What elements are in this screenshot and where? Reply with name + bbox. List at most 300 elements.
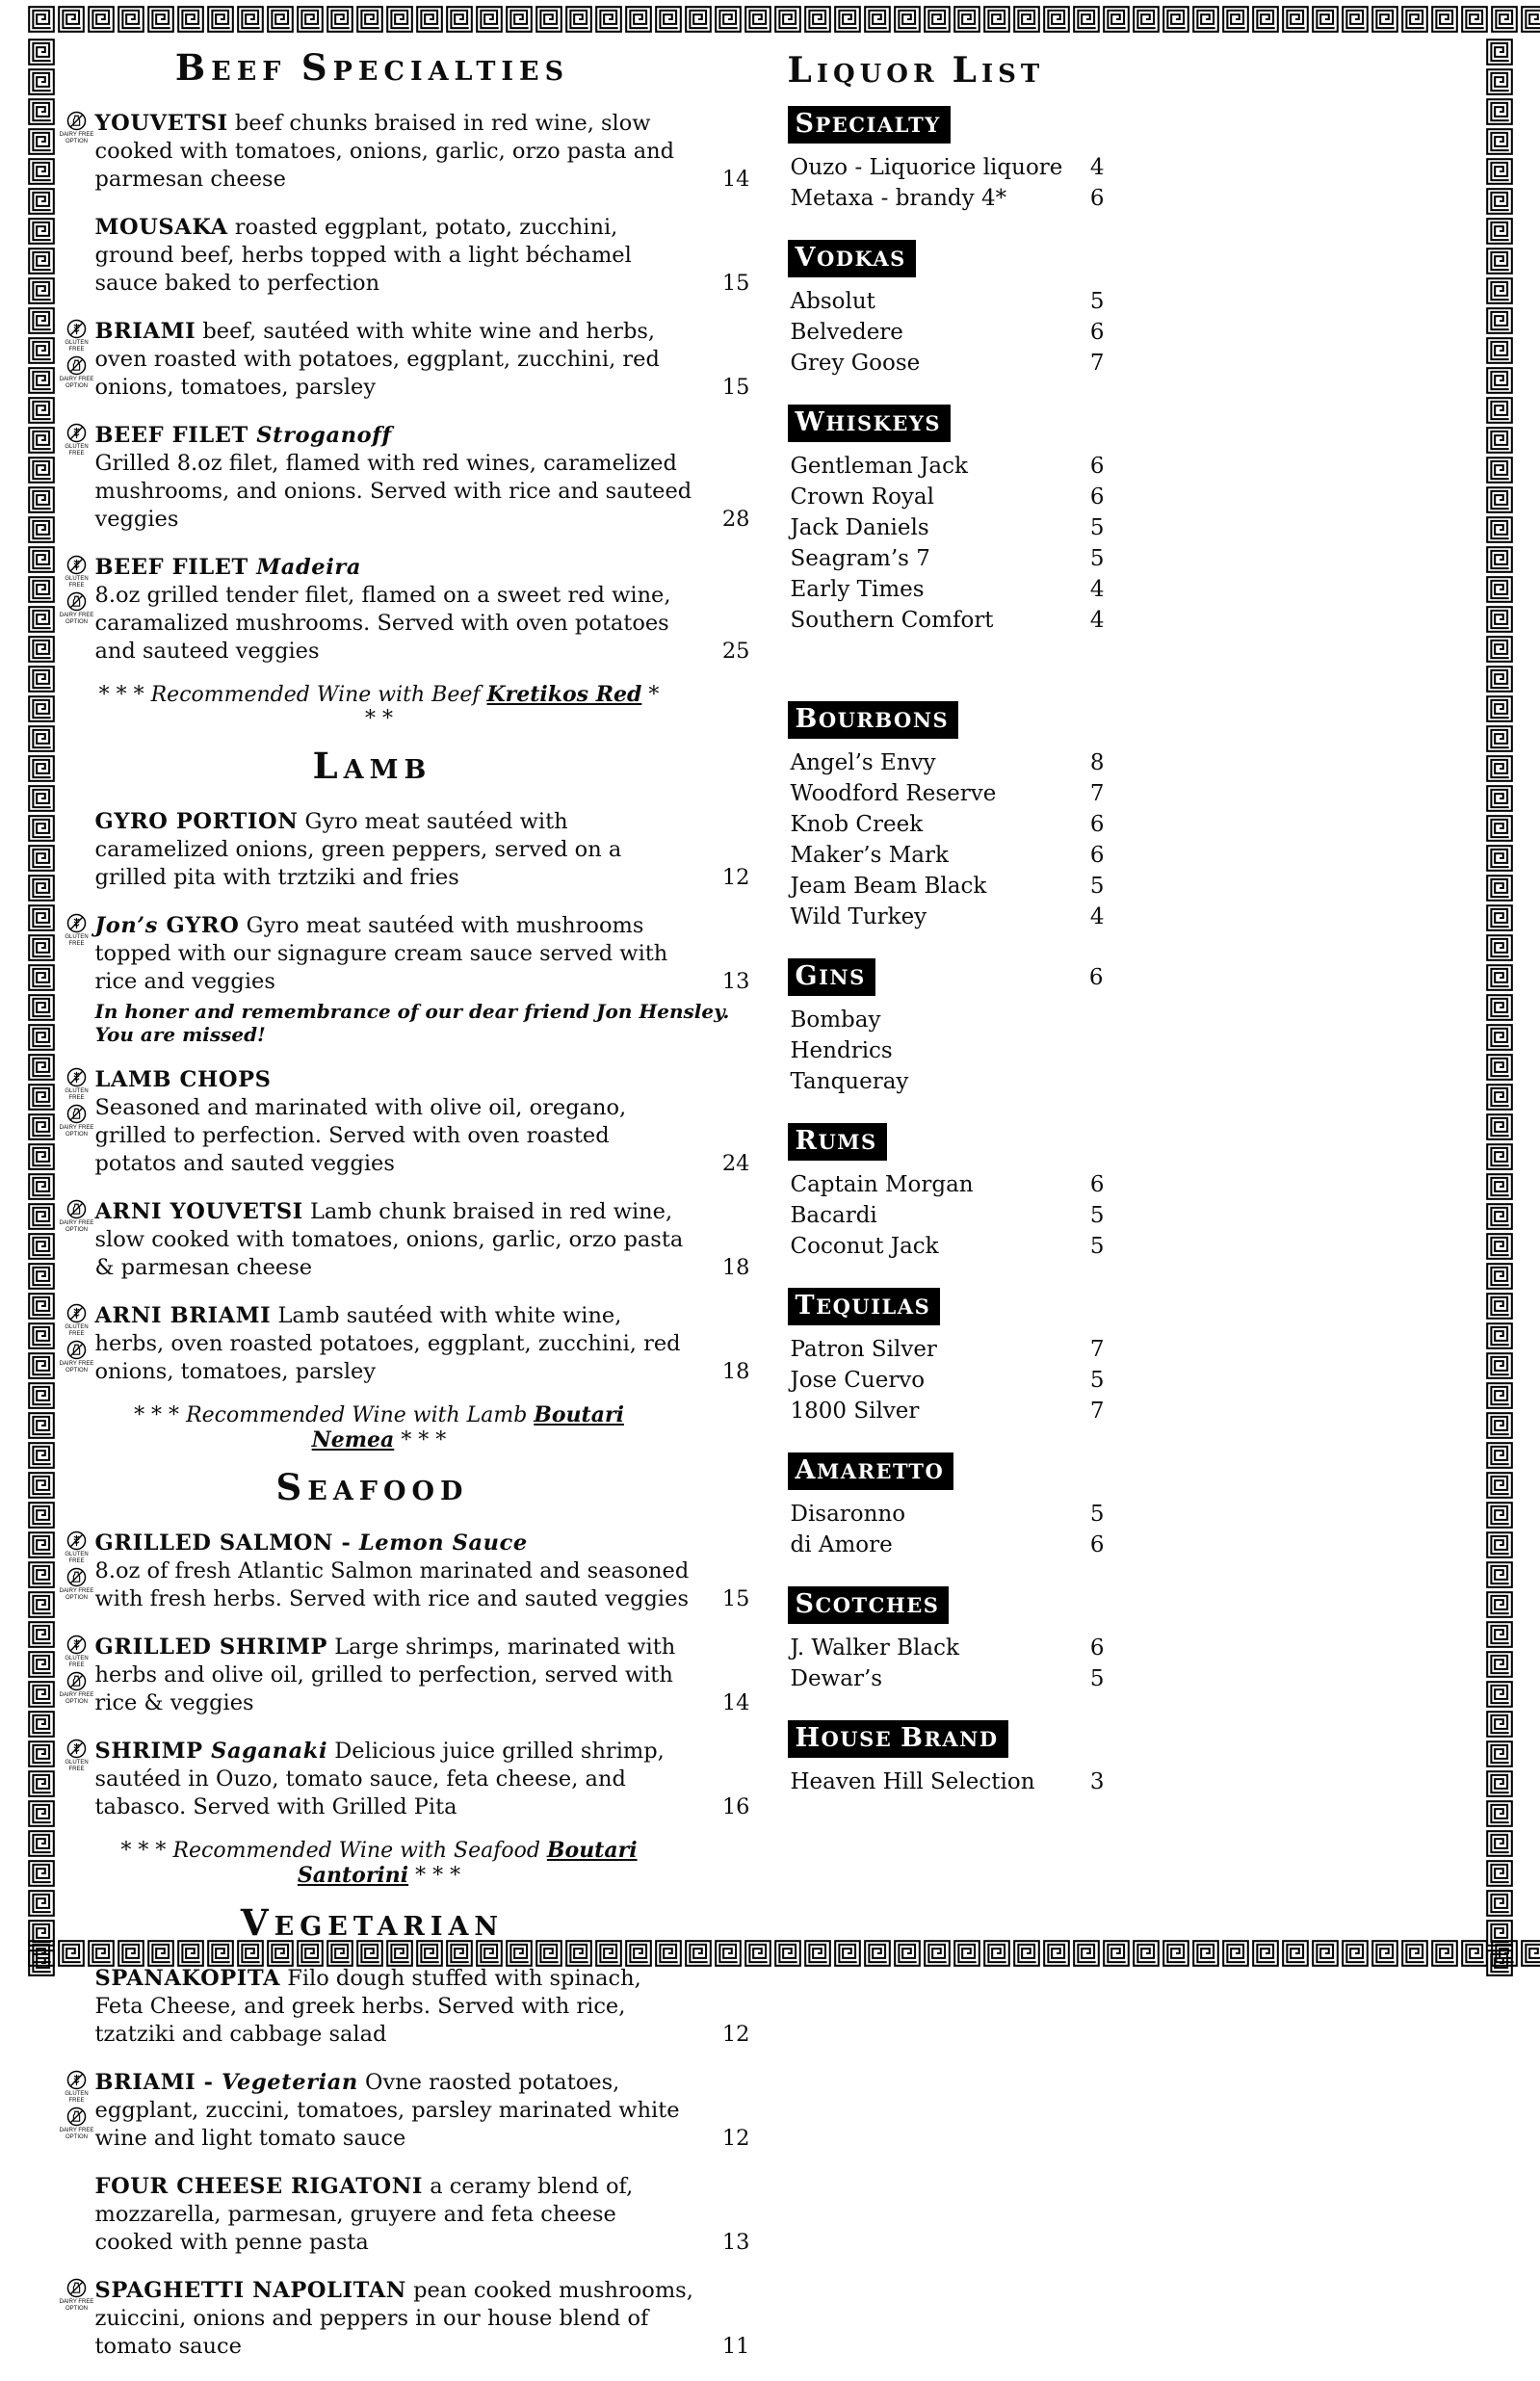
greek-key-border-left	[28, 39, 55, 1934]
liquor-item-name: J. Walker Black	[791, 1633, 959, 1663]
greek-key-tile	[237, 6, 264, 33]
liquor-item-name: Hendrics	[791, 1035, 893, 1066]
greek-key-tile	[1491, 6, 1518, 33]
menu-item-name	[95, 215, 228, 240]
menu-item-name-part: BRIAMI -	[95, 2070, 222, 2095]
gluten-free-icon-label: GLUTEN FREE	[60, 340, 94, 353]
gluten-free-icon	[60, 2070, 94, 2104]
greek-key-tile	[1486, 218, 1513, 245]
greek-key-tile	[1486, 68, 1513, 95]
liquor-item	[788, 512, 1108, 543]
greek-key-tile	[983, 6, 1010, 33]
dairy-free-option-icon	[60, 1340, 94, 1374]
menu-item-text	[95, 318, 750, 402]
greek-key-tile	[28, 1531, 55, 1558]
liquor-item-name: Belvedere	[791, 317, 903, 348]
menu-item-price: 28	[722, 506, 750, 534]
dietary-icons	[60, 913, 94, 947]
liquor-category-gins	[788, 958, 875, 996]
greek-key-tile	[28, 1740, 55, 1767]
menu-item-name-part: GRILLED SHRIMP	[95, 1635, 328, 1660]
greek-key-tile	[28, 1322, 55, 1349]
title-initial: B	[175, 46, 211, 89]
menu-item-name-part: BEEF FILET	[95, 423, 257, 448]
greek-key-tile	[1401, 6, 1428, 33]
liquor-item	[788, 1633, 1108, 1663]
wine-note-text: Recommended Wine with Lamb	[186, 1403, 527, 1427]
title-rest: UMS	[818, 1130, 876, 1154]
liquor-item-name: Angel’s Envy	[791, 747, 936, 778]
greek-key-tile	[1486, 337, 1513, 364]
greek-key-tile	[715, 6, 742, 33]
title-rest: INS	[819, 965, 866, 989]
wine-recommendation	[95, 1838, 750, 1888]
greek-key-tile	[28, 1890, 55, 1917]
greek-key-tile	[1486, 964, 1513, 991]
liquor-item-name: Metaxa - brandy 4*	[791, 183, 1007, 214]
title-rest: PECIALTY	[816, 113, 941, 137]
menu-item-price: 18	[722, 1358, 750, 1386]
menu-item-price: 25	[722, 638, 750, 666]
greek-key-tile	[1431, 6, 1458, 33]
greek-key-tile	[1486, 1561, 1513, 1588]
dairy-free-option-icon	[60, 2106, 94, 2140]
greek-key-tile	[1486, 307, 1513, 334]
title-rest: EGETARIAN	[274, 1912, 504, 1942]
greek-key-tile	[28, 1920, 55, 1947]
menu-item	[95, 2173, 750, 2257]
liquor-item-name: Maker’s Mark	[791, 840, 949, 871]
wine-note-stars: * * *	[365, 683, 659, 731]
liquor-group-header-row	[788, 106, 1108, 144]
greek-key-tile	[28, 1173, 55, 1200]
liquor-group-header-row	[788, 1123, 1108, 1161]
wine-name: Boutari Nemea	[312, 1402, 624, 1452]
restaurant-menu-page	[22, 0, 1519, 1973]
menu-item-description: Large shrimps, marinated with herbs and olive oil, grilled to perfection, served with rice & veggies	[95, 1635, 676, 1715]
wine-note-text: Recommended Wine with Seafood	[172, 1839, 539, 1863]
liquor-item	[788, 543, 1108, 574]
greek-key-tile	[28, 1591, 55, 1618]
liquor-item-price: 6	[1090, 1169, 1105, 1200]
dietary-icons	[60, 555, 94, 625]
liquor-item	[788, 1231, 1108, 1262]
menu-item-name	[95, 1739, 328, 1764]
liquor-item-name: Wild Turkey	[791, 902, 927, 932]
greek-key-tile	[1486, 1591, 1513, 1618]
liquor-item-price: 7	[1090, 1334, 1105, 1365]
greek-key-tile	[117, 6, 144, 33]
dairy-free-option-icon-label: DAIRY FREE OPTION	[60, 1125, 94, 1138]
liquor-item-price: 5	[1090, 1231, 1105, 1262]
greek-key-tile	[1486, 98, 1513, 125]
dietary-icons	[60, 319, 94, 389]
menu-item-name	[95, 555, 362, 580]
menu-item-description: Grilled 8.oz filet, flamed with red wines, caramelized mushrooms, and onions. Served with rice and sauteed veggies	[95, 451, 692, 532]
menu-item	[95, 912, 750, 1046]
menu-item-name-part: Vegeterian	[222, 2070, 358, 2095]
greek-key-tile	[297, 6, 324, 33]
liquor-category-rums	[788, 1123, 887, 1161]
greek-key-tile	[267, 6, 294, 33]
title-initial: S	[276, 1466, 308, 1508]
liquor-item-name: Disaronno	[791, 1499, 906, 1530]
menu-item-name	[95, 913, 240, 938]
greek-key-tile	[1486, 1382, 1513, 1409]
greek-key-tile	[1312, 6, 1339, 33]
greek-key-tile	[894, 1940, 921, 1967]
greek-key-tile	[1486, 1502, 1513, 1529]
liquor-item	[788, 1035, 1108, 1066]
greek-key-tile	[864, 6, 891, 33]
menu-item-description: Lamb sautéed with white wine, herbs, oven roasted potatoes, eggplant, zucchini, red onions, tomatoes, parsley	[95, 1303, 681, 1384]
greek-key-tile	[28, 1263, 55, 1290]
greek-key-tile	[1486, 1233, 1513, 1260]
menu-item-price: 15	[722, 374, 750, 402]
menu-item-description: Gyro meat sautéed with mushrooms topped with our signagure cream sauce served with rice and veggies	[95, 913, 668, 994]
greek-key-tile	[1073, 6, 1100, 33]
greek-key-tile	[1486, 755, 1513, 782]
menu-item-description: pean cooked mushrooms, zuiccini, onions and peppers in our house blend of tomato sauce	[95, 2278, 693, 2359]
greek-key-tile	[28, 6, 55, 33]
menu-item-text	[95, 1302, 750, 1386]
title-initial: L	[313, 745, 344, 787]
title-initial: S	[301, 46, 333, 89]
menu-item	[95, 110, 750, 194]
liquor-item-name: 1800 Silver	[791, 1396, 920, 1426]
greek-key-tile	[1486, 576, 1513, 603]
greek-key-tile	[28, 904, 55, 931]
greek-key-tile	[28, 934, 55, 961]
greek-key-tile	[864, 1940, 891, 1967]
liquor-group-header-row	[788, 1586, 1108, 1624]
dairy-free-option-icon-label: DAIRY FREE OPTION	[60, 2128, 94, 2140]
greek-key-tile	[804, 6, 831, 33]
menu-item	[95, 554, 750, 666]
liquor-item-price: 6	[1090, 1530, 1105, 1560]
menu-item-text	[95, 2277, 750, 2361]
menu-item-description: 8.oz of fresh Atlantic Salmon marinated and seasoned with fresh herbs. Served with rice and sauted veggies	[95, 1558, 690, 1611]
dietary-icons	[60, 2278, 94, 2312]
gluten-free-icon	[60, 1739, 94, 1772]
greek-key-tile	[1486, 1084, 1513, 1111]
menu-item-name-part: GYRO PORTION	[95, 809, 299, 834]
greek-key-tile	[28, 1681, 55, 1708]
liquor-item	[788, 451, 1108, 482]
greek-key-tile	[1486, 1621, 1513, 1648]
greek-key-tile	[1486, 39, 1513, 65]
greek-key-tile	[1486, 815, 1513, 842]
title-rest: RAND	[924, 1727, 998, 1751]
menu-item-description: 8.oz grilled tender filet, flamed on a sweet red wine, caramalized mushrooms. Served with oven potatoes and sauteed veggies	[95, 583, 671, 664]
greek-key-tile	[28, 1352, 55, 1379]
section-title-lamb	[95, 745, 750, 787]
greek-key-tile	[894, 6, 921, 33]
greek-key-tile	[326, 6, 353, 33]
menu-item-price: 16	[722, 1793, 750, 1821]
liquor-item	[788, 778, 1108, 809]
menu-item-text	[95, 554, 750, 666]
greek-key-tile	[1486, 1949, 1513, 1976]
liquor-item-price: 6	[1090, 183, 1105, 214]
greek-key-tile	[28, 1412, 55, 1439]
liquor-item-price: 5	[1090, 1365, 1105, 1396]
liquor-item-price: 5	[1090, 1200, 1105, 1231]
dairy-free-option-icon	[60, 591, 94, 625]
greek-key-tile	[28, 128, 55, 155]
greek-key-tile	[1133, 1940, 1160, 1967]
liquor-category-house-brand	[788, 1720, 1008, 1758]
greek-key-tile	[1461, 6, 1488, 33]
greek-key-tile	[1371, 6, 1398, 33]
menu-item-name-part: BEEF FILET	[95, 555, 257, 580]
liquor-item	[788, 1766, 1108, 1797]
greek-key-tile	[28, 785, 55, 812]
menu-item-price: 24	[722, 1150, 750, 1178]
liquor-item-price: 6	[1090, 809, 1105, 840]
greek-key-tile	[1486, 666, 1513, 693]
menu-item	[95, 1634, 750, 1717]
greek-key-tile	[28, 994, 55, 1021]
greek-key-tile	[1521, 1940, 1540, 1967]
liquor-group-header-row	[788, 701, 1108, 739]
liquor-list-title	[788, 50, 1108, 91]
greek-key-tile	[1486, 606, 1513, 633]
dairy-free-option-icon	[60, 355, 94, 389]
greek-key-tile	[28, 427, 55, 454]
menu-item-text	[95, 1738, 750, 1821]
liquor-item-price: 4	[1090, 574, 1105, 605]
dietary-icons	[60, 1199, 94, 1233]
greek-key-tile	[804, 1940, 831, 1967]
title-initial: L	[953, 50, 981, 91]
gluten-free-icon-label: GLUTEN FREE	[60, 444, 94, 457]
greek-key-tile	[1486, 1472, 1513, 1499]
wine-recommendation	[95, 1402, 750, 1452]
greek-key-tile	[28, 457, 55, 484]
greek-key-tile	[28, 307, 55, 334]
gluten-free-icon	[60, 423, 94, 457]
section-title-seafood	[95, 1466, 750, 1508]
menu-item-description: roasted eggplant, potato, zucchini, ground beef, herbs topped with a light béchamel sauce baked to perfection	[95, 215, 632, 296]
title-rest: AMB	[344, 755, 432, 785]
title-rest: OURBONS	[819, 708, 949, 732]
greek-key-tile	[28, 277, 55, 304]
greek-key-tile	[1486, 636, 1513, 663]
greek-key-tile	[28, 875, 55, 902]
greek-key-tile	[1486, 1651, 1513, 1678]
greek-key-tile	[28, 39, 55, 65]
greek-key-tile	[28, 367, 55, 394]
title-initial: B	[796, 704, 819, 734]
liquor-item-name: Woodford Reserve	[791, 778, 997, 809]
menu-item-name	[95, 1303, 272, 1328]
greek-key-tile	[774, 1940, 801, 1967]
greek-key-tile	[28, 964, 55, 991]
dairy-free-option-icon-label: DAIRY FREE OPTION	[60, 1220, 94, 1233]
dairy-free-option-icon-label: DAIRY FREE OPTION	[60, 1692, 94, 1705]
greek-key-tile	[1486, 845, 1513, 872]
title-initial: V	[796, 243, 817, 273]
greek-key-tile	[655, 6, 682, 33]
greek-key-tile	[28, 188, 55, 215]
greek-key-tile	[1486, 1860, 1513, 1887]
liquor-item-name: Heaven Hill Selection	[791, 1766, 1035, 1797]
wine-note-stars: * * *	[401, 1428, 446, 1452]
gluten-free-icon-label: GLUTEN FREE	[60, 1552, 94, 1564]
menu-item-text	[95, 1965, 750, 2049]
memorial-note: In honer and remembrance of our dear friend Jon Hensley. You are missed!	[95, 1000, 750, 1046]
menu-column	[95, 46, 750, 2381]
menu-item	[95, 1530, 750, 1613]
menu-item-description: Lamb chunk braised in red wine, slow cooked with tomatoes, onions, garlic, orzo pasta & parmesan cheese	[95, 1199, 684, 1280]
greek-key-tile	[28, 1711, 55, 1738]
greek-key-tile	[207, 6, 234, 33]
liquor-item-name: Patron Silver	[791, 1334, 937, 1365]
greek-key-tile	[28, 1651, 55, 1678]
liquor-group-header-row	[788, 405, 1108, 442]
menu-item-price: 14	[722, 1689, 750, 1717]
greek-key-tile	[28, 248, 55, 275]
liquor-item-name: di Amore	[791, 1530, 893, 1560]
dairy-free-option-icon-label: DAIRY FREE OPTION	[60, 132, 94, 144]
greek-key-tile	[1486, 1024, 1513, 1051]
dairy-free-option-icon	[60, 1104, 94, 1138]
liquor-item	[788, 1365, 1108, 1396]
greek-key-tile	[1486, 1054, 1513, 1081]
greek-key-tile	[1401, 1940, 1428, 1967]
menu-item-description: Delicious juice grilled shrimp, sautéed in Ouzo, tomato sauce, feta cheese, and tabasco. Served with Grilled Pita	[95, 1739, 665, 1819]
menu-item-description: a ceramy blend of, mozzarella, parmesan, gruyere and feta cheese cooked with penne pasta	[95, 2174, 634, 2255]
menu-item-text	[95, 912, 750, 996]
gluten-free-icon-label: GLUTEN FREE	[60, 1656, 94, 1668]
dairy-free-option-icon	[60, 1199, 94, 1233]
menu-item-name-part: ARNI BRIAMI	[95, 1303, 272, 1328]
dairy-free-option-icon	[60, 1567, 94, 1601]
greek-key-tile	[774, 6, 801, 33]
menu-item-price: 12	[722, 2125, 750, 2153]
greek-key-tile	[1486, 1711, 1513, 1738]
liquor-item	[788, 1530, 1108, 1560]
greek-key-tile	[1192, 6, 1219, 33]
greek-key-tile	[28, 158, 55, 185]
greek-key-tile	[685, 6, 712, 33]
greek-key-tile	[147, 6, 174, 33]
liquor-item-name: Jack Daniels	[791, 512, 929, 543]
section-title-beef	[95, 46, 750, 89]
dairy-free-option-icon	[60, 1671, 94, 1705]
title-initial: S	[796, 109, 816, 139]
dietary-icons	[60, 1531, 94, 1601]
menu-item-name	[95, 423, 392, 448]
liquor-group-header-row	[788, 1288, 1108, 1325]
liquor-item-price: 6	[1090, 1633, 1105, 1663]
greek-key-tile	[834, 1940, 861, 1967]
liquor-category-amaretto	[788, 1452, 954, 1490]
wine-recommendation	[95, 682, 750, 731]
greek-key-tile	[1486, 158, 1513, 185]
gluten-free-icon	[60, 1067, 94, 1101]
menu-item-name-part: YOUVETSI	[95, 111, 228, 136]
menu-item-description: beef, sautéed with white wine and herbs, oven roasted with potatoes, eggplant, zucchini, red onions, tomatoes, parsley	[95, 319, 660, 400]
menu-item-price: 15	[722, 1585, 750, 1613]
dairy-free-option-icon	[60, 111, 94, 144]
liquor-item	[788, 902, 1108, 932]
menu-item	[95, 808, 750, 892]
liquor-item	[788, 871, 1108, 902]
greek-key-tile	[1282, 1940, 1309, 1967]
greek-key-tile	[1162, 6, 1189, 33]
greek-key-tile	[28, 1293, 55, 1320]
liquor-item-price: 5	[1090, 512, 1105, 543]
greek-key-tile	[28, 606, 55, 633]
wine-name: Boutari Santorini	[298, 1838, 638, 1888]
menu-item-text	[95, 2173, 750, 2257]
menu-item-text	[95, 422, 750, 534]
liquor-category-whiskeys	[788, 405, 952, 442]
greek-key-tile	[1486, 1263, 1513, 1290]
greek-key-tile	[28, 1054, 55, 1081]
liquor-item-price: 5	[1090, 1499, 1105, 1530]
menu-item-name-part: Jon’s	[95, 913, 167, 938]
greek-key-tile	[1486, 1322, 1513, 1349]
greek-key-tile	[28, 695, 55, 722]
greek-key-tile	[28, 1203, 55, 1230]
menu-item-price: 11	[722, 2333, 750, 2361]
liquor-item-price: 5	[1090, 286, 1105, 317]
menu-item-name-part: SPANAKOPITA	[95, 1966, 281, 1991]
liquor-item	[788, 1396, 1108, 1426]
title-initial: T	[796, 1291, 817, 1321]
liquor-item	[788, 183, 1108, 214]
dairy-free-option-icon-label: DAIRY FREE OPTION	[60, 1588, 94, 1601]
greek-key-tile	[356, 6, 383, 33]
greek-key-tile	[983, 1940, 1010, 1967]
greek-key-tile	[1486, 427, 1513, 454]
menu-item-name	[95, 2070, 358, 2095]
greek-key-tile	[1486, 1412, 1513, 1439]
greek-key-border-right	[1486, 39, 1513, 1934]
greek-key-tile	[28, 486, 55, 513]
greek-key-tile	[1486, 695, 1513, 722]
title-rest: OUSE	[822, 1727, 893, 1751]
greek-key-tile	[953, 6, 980, 33]
liquor-item	[788, 605, 1108, 636]
menu-item	[95, 2277, 750, 2361]
liquor-item-name: Absolut	[791, 286, 875, 317]
menu-item-price: 15	[722, 270, 750, 298]
greek-key-tile	[28, 397, 55, 424]
wine-name: Kretikos Red	[487, 682, 642, 707]
greek-key-tile	[28, 1561, 55, 1588]
greek-key-tile	[924, 1940, 951, 1967]
gluten-free-icon-label: GLUTEN FREE	[60, 934, 94, 947]
greek-key-tile	[1013, 6, 1040, 33]
liquor-group-header-row	[788, 1720, 1108, 1758]
dietary-icons	[60, 2070, 94, 2140]
greek-key-tile	[1486, 188, 1513, 215]
title-rest: IST	[981, 60, 1044, 89]
liquor-group-header-row	[788, 240, 1108, 277]
liquor-item-name: Captain Morgan	[791, 1169, 974, 1200]
greek-key-tile	[28, 1382, 55, 1409]
greek-key-tile	[1486, 397, 1513, 424]
liquor-category-bourbons	[788, 701, 959, 739]
greek-key-tile	[1252, 6, 1279, 33]
liquor-item-name: Ouzo - Liquorice liquore	[791, 152, 1063, 183]
greek-key-tile	[28, 1084, 55, 1111]
greek-key-tile	[1521, 6, 1540, 33]
